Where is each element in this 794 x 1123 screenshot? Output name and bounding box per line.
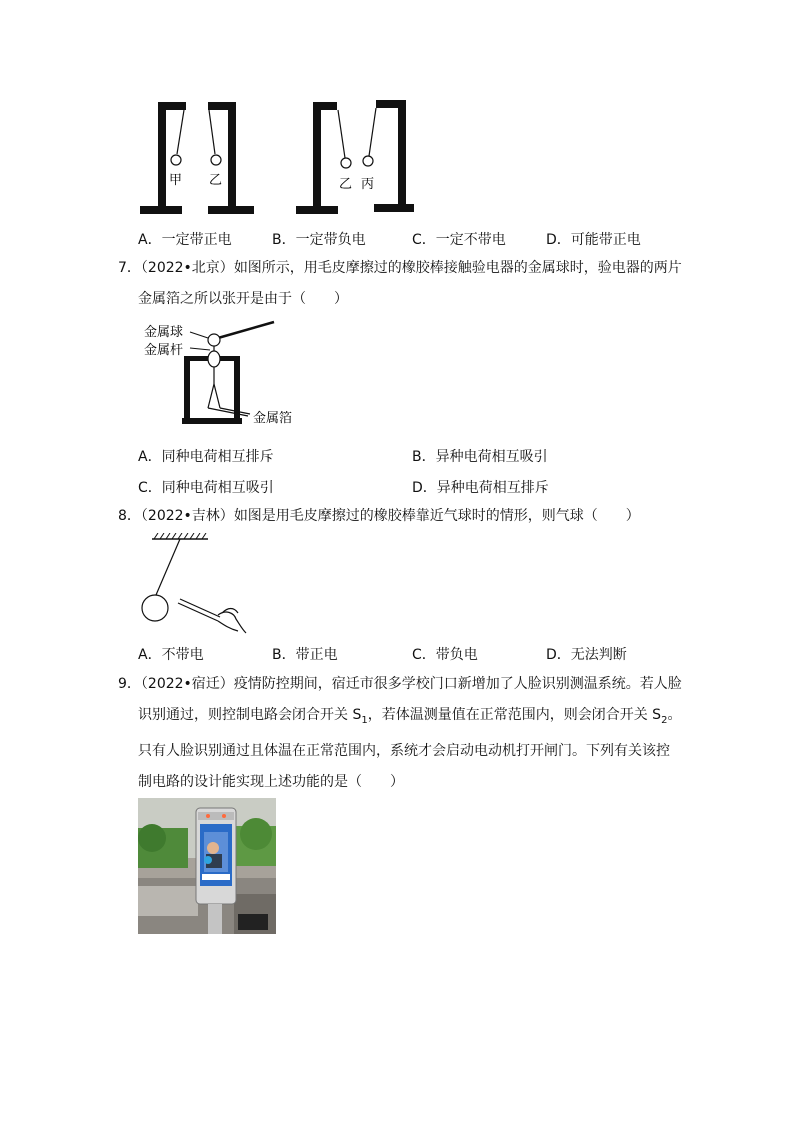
q7-option-a[interactable]: A．同种电荷相互排斥 xyxy=(138,449,274,465)
q7-line2: 金属箔之所以张开是由于（ ） xyxy=(138,291,348,307)
q9-line3: 只有人脸识别通过且体温在正常范围内，系统才会启动电动机打开闸门。下列有关该控 xyxy=(138,742,670,759)
label-jia: 甲 xyxy=(169,173,183,188)
label-yi-1: 乙 xyxy=(209,173,223,188)
label-metal-rod: 金属杆 xyxy=(144,343,184,358)
q9-stem xyxy=(118,669,698,798)
q9-line2a: 识别通过，则控制电路会闭合开关 S xyxy=(138,707,362,723)
q8-source: （2022•吉林） xyxy=(140,508,234,524)
q9-source: （2022•宿迁） xyxy=(140,676,234,692)
q8-number: 8． xyxy=(118,508,141,524)
q7-line1: 如图所示，用毛皮摩擦过的橡胶棒接触验电器的金属球时，验电器的两片 xyxy=(233,260,682,276)
figure-balloon-rod xyxy=(138,533,250,637)
q6-option-c[interactable]: C．一定不带电 xyxy=(412,232,506,248)
q6-option-b[interactable]: B．一定带负电 xyxy=(272,232,366,248)
q7-option-b[interactable]: B．异种电荷相互吸引 xyxy=(412,449,548,465)
face-recognition-photo xyxy=(138,798,276,934)
q9-line4: 制电路的设计能实现上述功能的是（ ） xyxy=(138,773,404,790)
q8-option-d[interactable]: D．无法判断 xyxy=(546,647,627,663)
q7-source: （2022•北京） xyxy=(140,260,234,276)
label-yi-2: 乙 xyxy=(339,177,353,192)
q9-line2b: ，若体温测量值在正常范围内，则会闭合开关 S xyxy=(367,707,662,723)
q9-sub1: 1 xyxy=(361,714,368,726)
q9-number: 9． xyxy=(118,676,141,692)
label-metal-ball: 金属球 xyxy=(144,325,184,340)
label-metal-foil: 金属箔 xyxy=(253,411,293,426)
q8-option-b[interactable]: B．带正电 xyxy=(272,647,338,663)
q7-option-d[interactable]: D．异种电荷相互排斥 xyxy=(412,480,549,496)
label-bing: 丙 xyxy=(361,177,375,192)
q8-line1: 如图是用毛皮摩擦过的橡胶棒靠近气球时的情形，则气球（ ） xyxy=(233,508,640,524)
q8-stem xyxy=(118,501,698,532)
q6-option-a[interactable]: A．一定带正电 xyxy=(138,232,232,248)
q7-number: 7． xyxy=(118,260,141,276)
q9-line2c: 。 xyxy=(667,707,682,723)
q7-stem xyxy=(118,253,698,315)
q8-option-a[interactable]: A．不带电 xyxy=(138,647,204,663)
q8-option-c[interactable]: C．带负电 xyxy=(412,647,478,663)
q9-sub2: 2 xyxy=(661,714,668,726)
figure-suspended-balls xyxy=(138,98,418,220)
figure-electroscope xyxy=(138,318,318,430)
q6-option-d[interactable]: D．可能带正电 xyxy=(546,232,641,248)
q7-option-c[interactable]: C．同种电荷相互吸引 xyxy=(138,480,274,496)
q9-line1: 疫情防控期间，宿迁市很多学校门口新增加了人脸识别测温系统。若人脸 xyxy=(233,676,682,692)
